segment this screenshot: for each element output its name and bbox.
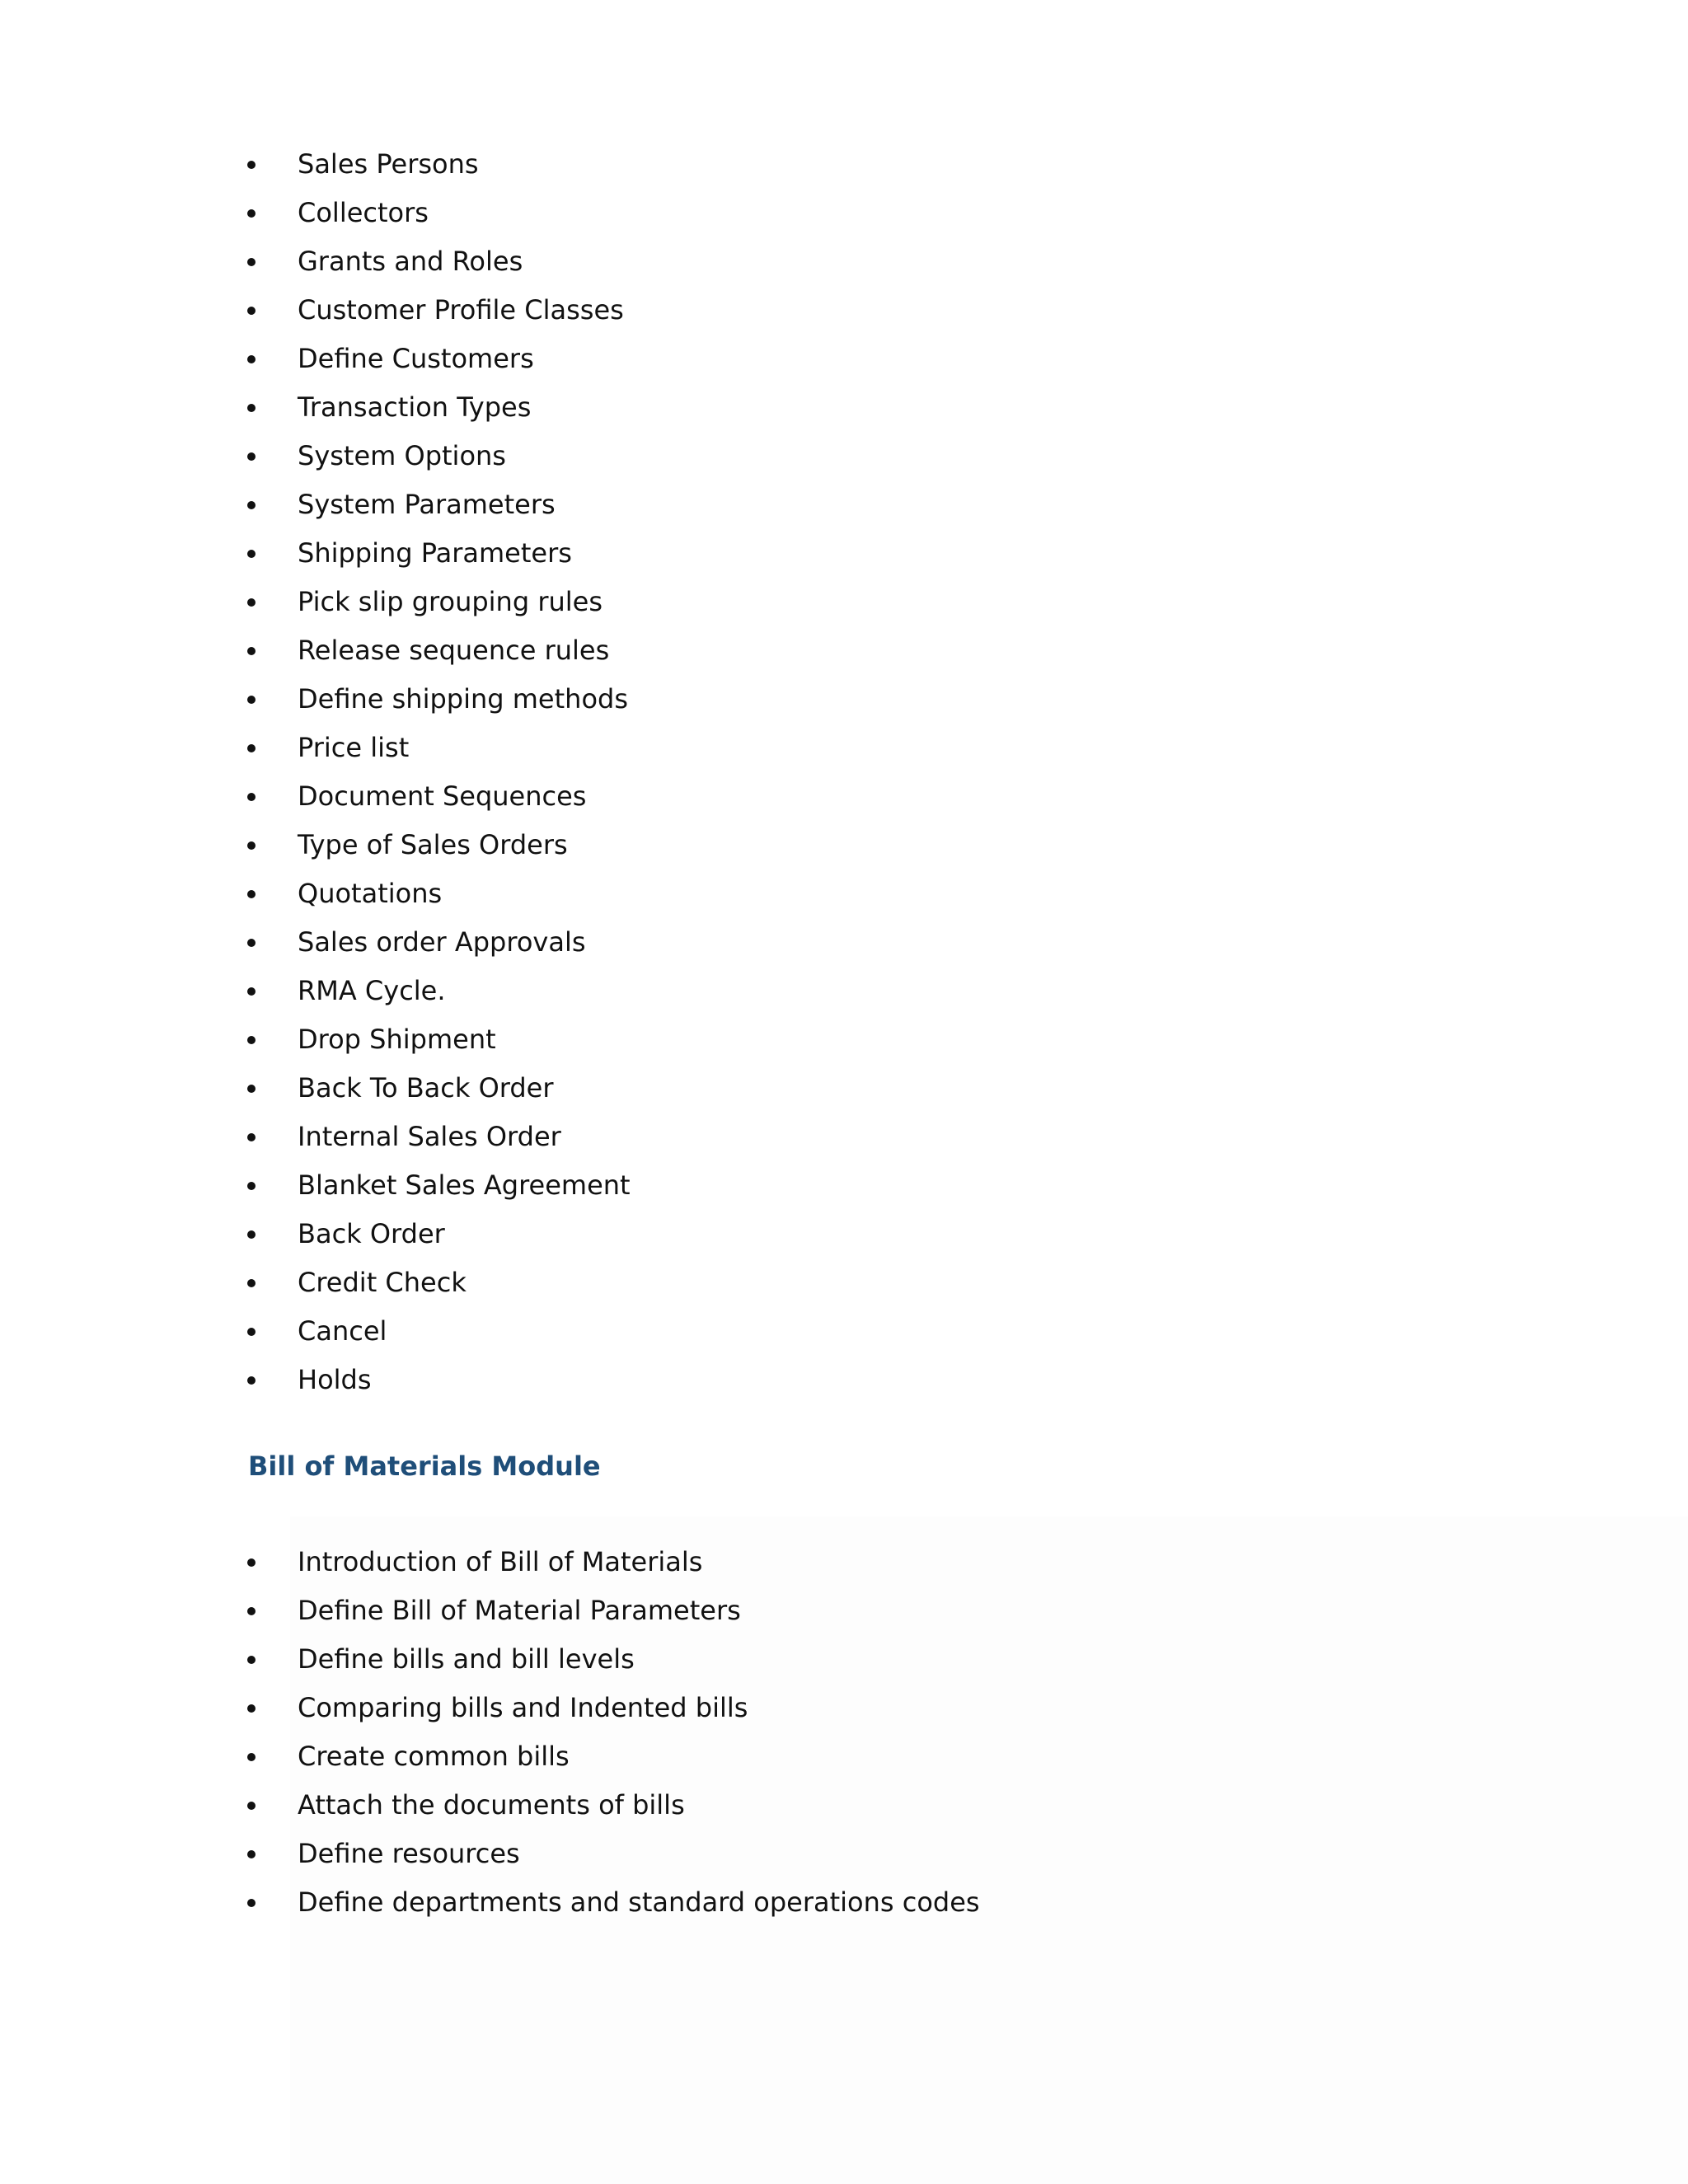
- list-item-label: Introduction of Bill of Materials: [298, 1546, 703, 1577]
- bullet-icon: [247, 744, 256, 752]
- bullet-icon: [247, 1753, 256, 1761]
- list-item-label: Define Bill of Material Parameters: [298, 1595, 741, 1626]
- list-item-label: Grants and Roles: [298, 246, 523, 277]
- bullet-icon: [247, 452, 256, 461]
- bullet-icon: [247, 1376, 256, 1385]
- list-item-label: Define shipping methods: [298, 683, 628, 715]
- list-item-label: Drop Shipment: [298, 1024, 496, 1055]
- list-item-label: System Parameters: [298, 489, 556, 520]
- list-item-label: Sales Persons: [298, 148, 479, 180]
- bullet-icon: [247, 1085, 256, 1093]
- bullet-icon: [247, 1850, 256, 1858]
- list-item-label: Attach the documents of bills: [298, 1789, 685, 1821]
- bullet-icon: [247, 258, 256, 266]
- list-item-label: Holds: [298, 1364, 372, 1395]
- list-item-label: Comparing bills and Indented bills: [298, 1692, 748, 1723]
- list-item-label: System Options: [298, 440, 506, 471]
- list-item-label: Quotations: [298, 878, 443, 909]
- bullet-icon: [247, 1802, 256, 1810]
- bullet-icon: [247, 841, 256, 850]
- list-item-label: Cancel: [298, 1315, 387, 1347]
- list-item-label: Document Sequences: [298, 780, 587, 812]
- list-item-label: Back To Back Order: [298, 1072, 554, 1104]
- list-item-label: Shipping Parameters: [298, 537, 572, 569]
- bullet-icon: [247, 793, 256, 801]
- list-item-label: Release sequence rules: [298, 635, 610, 666]
- bullet-icon: [247, 1036, 256, 1044]
- list-item-label: Price list: [298, 732, 410, 763]
- list-item-label: Sales order Approvals: [298, 926, 586, 958]
- list-item-label: Define resources: [298, 1838, 520, 1869]
- list-item-label: Pick slip grouping rules: [298, 586, 603, 617]
- bullet-icon: [247, 209, 256, 218]
- bullet-icon: [247, 1656, 256, 1664]
- bullet-icon: [247, 161, 256, 169]
- bullet-icon: [247, 696, 256, 704]
- bullet-icon: [247, 501, 256, 509]
- list-item-label: Collectors: [298, 197, 429, 228]
- list-item-label: Blanket Sales Agreement: [298, 1169, 631, 1201]
- bullet-icon: [247, 939, 256, 947]
- list-item-label: Type of Sales Orders: [298, 829, 568, 860]
- bullet-icon: [247, 1607, 256, 1615]
- bullet-icon: [247, 890, 256, 898]
- list-item-label: Credit Check: [298, 1267, 467, 1298]
- bullet-icon: [247, 1230, 256, 1239]
- bullet-icon: [247, 307, 256, 315]
- list-item-label: Define bills and bill levels: [298, 1643, 635, 1675]
- bullet-icon: [247, 1558, 256, 1567]
- section-heading: Bill of Materials Module: [248, 1451, 601, 1482]
- bullet-icon: [247, 355, 256, 363]
- bullet-icon: [247, 1279, 256, 1287]
- bullet-icon: [247, 404, 256, 412]
- list-item-label: Internal Sales Order: [298, 1121, 561, 1152]
- list-item-label: Back Order: [298, 1218, 445, 1249]
- list-item-label: Create common bills: [298, 1741, 570, 1772]
- bullet-icon: [247, 1133, 256, 1141]
- list-item-label: Transaction Types: [298, 391, 532, 423]
- bullet-icon: [247, 598, 256, 607]
- list-item-label: Define Customers: [298, 343, 534, 374]
- bullet-icon: [247, 1704, 256, 1713]
- bullet-icon: [247, 550, 256, 558]
- bullet-icon: [247, 987, 256, 996]
- list-item-label: Customer Profile Classes: [298, 294, 624, 326]
- bullet-icon: [247, 647, 256, 655]
- list-item-label: Define departments and standard operations codes: [298, 1886, 980, 1918]
- list-item-label: RMA Cycle.: [298, 975, 446, 1006]
- bullet-icon: [247, 1328, 256, 1336]
- bullet-icon: [247, 1899, 256, 1907]
- bullet-icon: [247, 1182, 256, 1190]
